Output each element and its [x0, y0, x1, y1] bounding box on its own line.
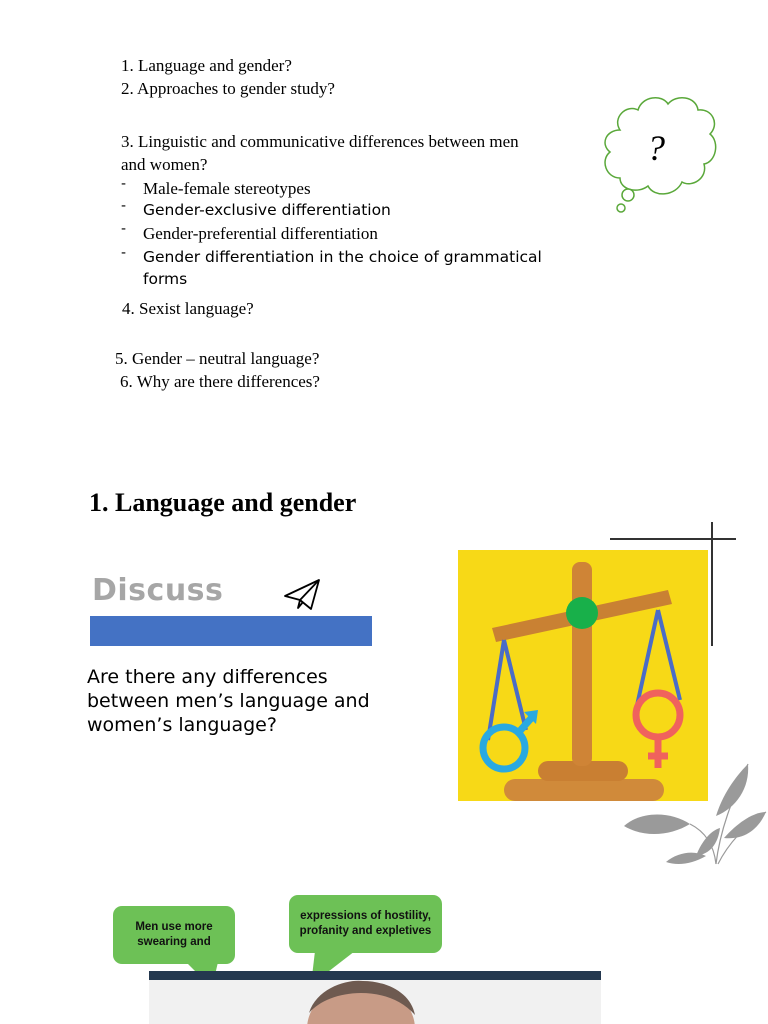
speech-bubble-2 [289, 895, 442, 953]
bullet-dash: - [121, 245, 127, 261]
speech-bubble-1-line1: Men use more [135, 921, 213, 933]
question-mark-text: ? [647, 128, 665, 168]
discuss-bar [90, 616, 372, 646]
agenda-item-6: 6. Why are there differences? [120, 372, 320, 391]
speech-bubble-1-line2: swearing and [137, 936, 211, 948]
agenda-item-1: 1. Language and gender? [121, 56, 292, 75]
agenda-sub-1: Male-female stereotypes [143, 179, 311, 198]
decor-line-horizontal [610, 538, 736, 540]
speaker-photo [149, 971, 601, 1024]
agenda-item-5: 5. Gender – neutral language? [115, 349, 320, 368]
speech-bubble-2-line2: profanity and expletives [299, 925, 432, 937]
agenda-item-4: 4. Sexist language? [122, 299, 254, 318]
agenda-sub-4-line2: forms [143, 270, 188, 288]
agenda-item-3-line2: and women? [121, 155, 208, 174]
question-line-1: Are there any differences [87, 666, 328, 688]
agenda-sub-3: Gender-preferential differentiation [143, 224, 378, 243]
section-heading: 1. Language and gender [89, 488, 357, 517]
agenda-item-3-line1: 3. Linguistic and communicative differences between men [121, 132, 519, 151]
gender-scales-image [458, 550, 708, 801]
discuss-label: Discuss [92, 573, 224, 608]
agenda-item-2: 2. Approaches to gender study? [121, 79, 335, 98]
bullet-dash: - [121, 221, 127, 237]
agenda-sub-4-line1: Gender differentiation in the choice of grammatical [143, 248, 542, 266]
decor-line-vertical [711, 522, 713, 646]
thought-bubble-icon [598, 92, 720, 216]
bullet-dash: - [121, 176, 127, 192]
question-line-3: women’s language? [87, 714, 277, 736]
paper-plane-icon [283, 578, 323, 612]
question-line-2: between men’s language and [87, 690, 370, 712]
speech-bubble-1 [113, 906, 235, 964]
agenda-sub-2: Gender-exclusive differentiation [143, 201, 391, 219]
bullet-dash: - [121, 198, 127, 214]
speech-bubble-2-line1: expressions of hostility, [300, 910, 431, 922]
